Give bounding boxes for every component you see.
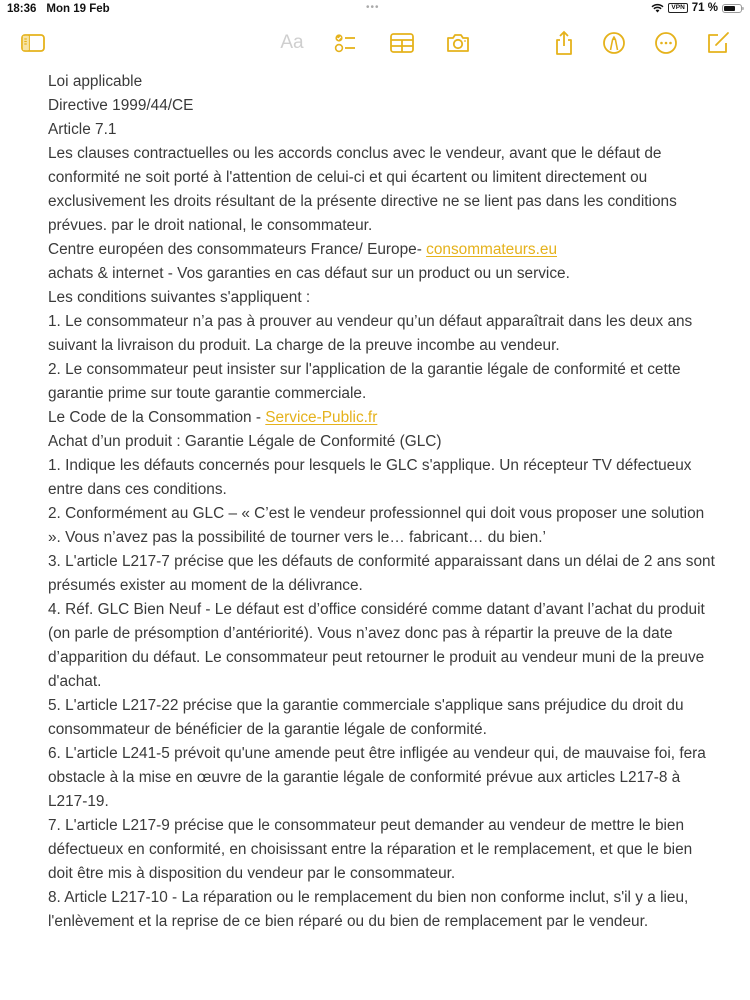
note-list-item: 2. Le consommateur peut insister sur l'application de la garantie légale de conformité et cette garantie prime sur toute garantie commerciale. xyxy=(48,361,681,402)
camera-button[interactable] xyxy=(443,28,473,58)
battery-fill xyxy=(724,6,735,11)
markup-button[interactable] xyxy=(599,28,629,58)
status-time: 18:36 xyxy=(7,3,37,15)
note-list-item: 1. Le consommateur n’a pas à prouver au vendeur qu’un défaut apparaîtrait dans les deux ans suivant la livraison du produit. La charge de la preuve incombe au vendeur. xyxy=(48,313,693,354)
wifi-icon xyxy=(651,3,664,13)
note-paragraph: Les clauses contractuelles ou les accords conclus avec le vendeur, avant que le défaut de conformité ne soit porté à l'attention de celui-ci et qui écartent ou limitent directement ou exclusivement les droits résultant de la présente directive ne se lient pas dans les conditions prévues. par le droit national, le consommateur. xyxy=(48,145,677,234)
note-list-item: 8. Article L217-10 - La réparation ou le remplacement du bien non conforme inclut, s'il y a lieu, l'enlèvement et la reprise de ce bien réparé ou du bien de remplacement par le vendeur. xyxy=(48,889,689,930)
notes-toolbar xyxy=(0,26,750,60)
consommateurs-eu-link[interactable]: consommateurs.eu xyxy=(426,241,558,258)
share-button[interactable] xyxy=(549,28,579,58)
centre-europeen-line xyxy=(48,238,718,262)
note-list-item: 5. L'article L217-22 précise que la garantie commerciale s'applique sans préjudice du droit du consommateur de bénéficier de la garantie légale de conformité. xyxy=(48,697,684,738)
camera-icon xyxy=(445,30,471,56)
note-body[interactable] xyxy=(48,70,718,934)
note-list-item: 7. L'article L217-9 précise que le consommateur peut demander au vendeur de mettre le bien défectueux en conformité, en choisissant entre la réparation et le remplacement, et que le bien doit être mis à disposition du vendeur par le consommateur. xyxy=(48,817,693,882)
note-list-item: 3. L'article L217-7 précise que les défauts de conformité apparaissant dans un délai de 2 ans sont présumés exister au moment de la délivrance. xyxy=(48,553,715,594)
service-public-link[interactable]: Service-Public.fr xyxy=(265,409,378,426)
note-line: Les conditions suivantes s'appliquent : xyxy=(48,289,311,306)
note-line: Directive 1999/44/CE xyxy=(48,97,194,114)
note-line: Loi applicable xyxy=(48,73,143,90)
note-list-item: 2. Conformément au GLC – « C’est le vendeur professionnel qui doit vous proposer une solution ». Vous n’avez pas la possibilité de tourner vers le… fabricant… du bien.’ xyxy=(48,505,705,546)
note-line: achats & internet - Vos garanties en cas défaut sur un product ou un service. xyxy=(48,265,570,282)
compose-button[interactable] xyxy=(703,28,733,58)
ellipsis-circle-icon xyxy=(653,30,679,56)
status-time-date xyxy=(7,3,120,15)
battery-percent: 71 % xyxy=(691,2,718,14)
note-line: Article 7.1 xyxy=(48,121,117,138)
vpn-badge: VPN xyxy=(668,3,687,13)
markup-pen-icon xyxy=(601,30,627,56)
more-button[interactable] xyxy=(651,28,681,58)
share-icon xyxy=(551,30,577,56)
status-date: Mon 19 Feb xyxy=(46,3,110,15)
table-icon xyxy=(389,30,415,56)
code-prefix: Le Code de la Consommation - xyxy=(48,409,266,426)
note-line: Achat d’un produit : Garantie Légale de Conformité (GLC) xyxy=(48,433,442,450)
sidebar-icon xyxy=(20,30,46,56)
status-indicators xyxy=(651,2,742,14)
multitasking-dots[interactable]: ••• xyxy=(366,2,380,13)
status-bar xyxy=(0,0,750,20)
battery-icon xyxy=(722,4,742,13)
note-list-item: 6. L'article L241-5 prévoit qu'une amende peut être infligée au vendeur qui, de mauvaise foi, fera obstacle à la mise en œuvre de la garantie légale de conformité prévue aux articles L217-8 à L217-19. xyxy=(48,745,706,810)
centre-prefix: Centre européen des consommateurs France/ Europe- xyxy=(48,241,427,258)
sidebar-toggle-button[interactable] xyxy=(18,28,48,58)
code-consommation-line xyxy=(48,406,718,430)
table-button[interactable] xyxy=(387,28,417,58)
checklist-icon xyxy=(332,30,358,56)
note-list-item: 4. Réf. GLC Bien Neuf - Le défaut est d’office considéré comme datant d’avant l’achat du produit (on parle de présomption d’antériorité). Vous n’avez donc pas à répartir la preuve de la date d’apparition du défaut. Le consommateur peut retourner le produit au vendeur muni de la preuve d'achat. xyxy=(48,601,705,690)
compose-icon xyxy=(705,30,731,56)
note-list-item: 1. Indique les défauts concernés pour lesquels le GLC s'applique. Un récepteur TV défectueux entre dans ces conditions. xyxy=(48,457,692,498)
format-button[interactable]: Aa xyxy=(280,32,304,53)
checklist-button[interactable] xyxy=(330,28,360,58)
